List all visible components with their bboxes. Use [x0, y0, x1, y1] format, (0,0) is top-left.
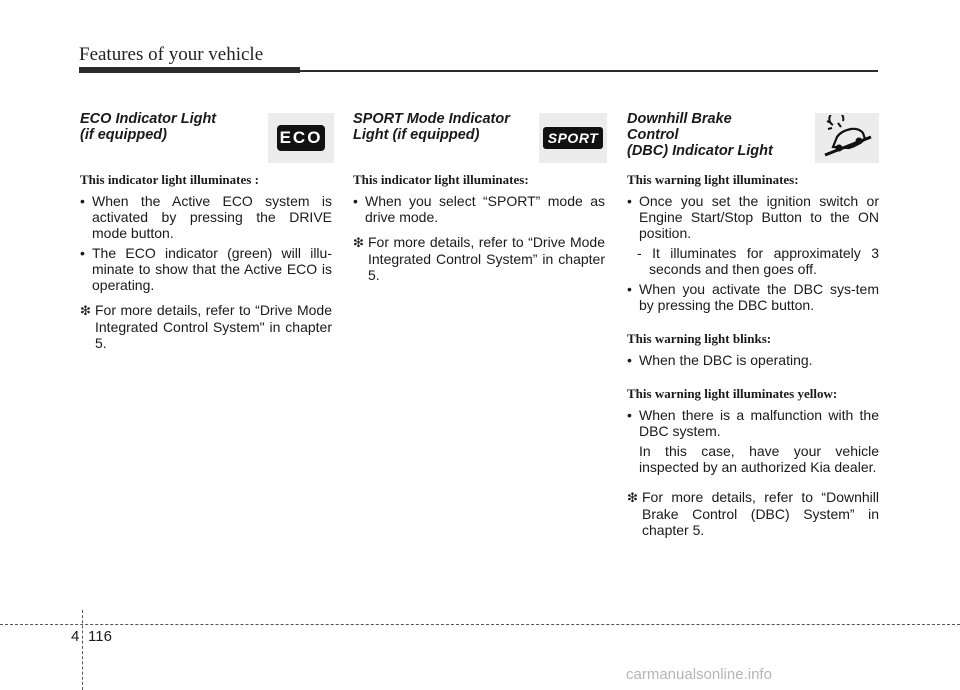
dbc-reference-text: For more details, refer to “Downhill Brake Control (DBC) System” in chapter 5. [642, 489, 879, 538]
dbc-lead-blinks: This warning light blinks: [627, 331, 772, 346]
header-rule-thin [300, 70, 878, 72]
sport-title-line2: Light (if equipped) [353, 127, 480, 143]
eco-indicator-icon [268, 113, 334, 163]
dbc-bullet-activate: • When you activate the DBC sys-tem by pressing the DBC button. [627, 281, 879, 313]
sport-reference-text: For more details, refer to “Drive Mode Integrated Control System” in chapter 5. [368, 234, 605, 283]
chapter-number: 4 [71, 628, 80, 645]
dbc-car-slope-icon [819, 115, 875, 161]
eco-reference-text: For more details, refer to “Drive Mode Integrated Control System" in chapter 5. [95, 302, 332, 351]
sport-bullet-1: • When you select “SPORT” mode as drive mode. [353, 193, 605, 225]
dbc-section-title [627, 111, 787, 159]
downhill-brake-control-icon [815, 113, 879, 163]
eco-title-line2: (if equipped) [80, 127, 167, 143]
eco-reference [80, 302, 332, 351]
eco-section-title [80, 111, 240, 143]
dbc-section-header [627, 111, 879, 163]
sport-section-title [353, 111, 513, 143]
sport-badge: SPORT [543, 127, 603, 149]
sport-indicator-section [353, 111, 605, 283]
dbc-bullet-malfunction: • When there is a malfunction with the DBC system. [627, 407, 879, 439]
dbc-dealer-note: In this case, have your vehicle inspected by an authorized Kia dealer. [639, 443, 879, 475]
watermark: carmanualsonline.info [626, 666, 772, 683]
dbc-subitem-duration: - It illuminates for approximately 3 seconds and then goes off. [637, 245, 879, 277]
footer-rule [0, 624, 960, 625]
page-header-title: Features of your vehicle [79, 44, 264, 65]
eco-bullet-2: • The ECO indicator (green) will illu-minate to show that the Active ECO is operating. [80, 245, 332, 293]
eco-badge: ECO [277, 125, 325, 151]
eco-bullet-1: • When the Active ECO system is activated by pressing the DRIVE mode button. [80, 193, 332, 241]
eco-section-header [80, 111, 332, 163]
eco-lead: This indicator light illuminates : [80, 172, 259, 187]
eco-indicator-section [80, 111, 332, 351]
sport-title-line1: SPORT Mode Indicator [353, 111, 510, 127]
dbc-title-line1: Downhill Brake Control [627, 111, 732, 143]
dbc-reference [627, 489, 879, 538]
dbc-lead-illuminates: This warning light illuminates: [627, 172, 799, 187]
footer-vertical-rule [82, 610, 83, 690]
dbc-title-line2: (DBC) Indicator Light [627, 143, 773, 159]
dbc-bullet-operating: • When the DBC is operating. [627, 352, 879, 368]
page-number: 116 [88, 628, 112, 645]
dbc-bullet-ignition: • Once you set the ignition switch or Engine Start/Stop Button to the ON position. [627, 193, 879, 241]
reference-marker-icon: ❇ [627, 490, 638, 505]
sport-mode-indicator-icon [539, 113, 607, 163]
sport-section-header [353, 111, 605, 163]
dbc-lead-yellow: This warning light illuminates yellow: [627, 386, 838, 401]
reference-marker-icon: ❇ [80, 303, 91, 318]
reference-marker-icon: ❇ [353, 235, 364, 250]
eco-title-line1: ECO Indicator Light [80, 111, 217, 127]
sport-lead: This indicator light illuminates: [353, 172, 529, 187]
header-rule-thick [79, 67, 300, 73]
dbc-indicator-section [627, 111, 879, 538]
sport-reference [353, 234, 605, 283]
